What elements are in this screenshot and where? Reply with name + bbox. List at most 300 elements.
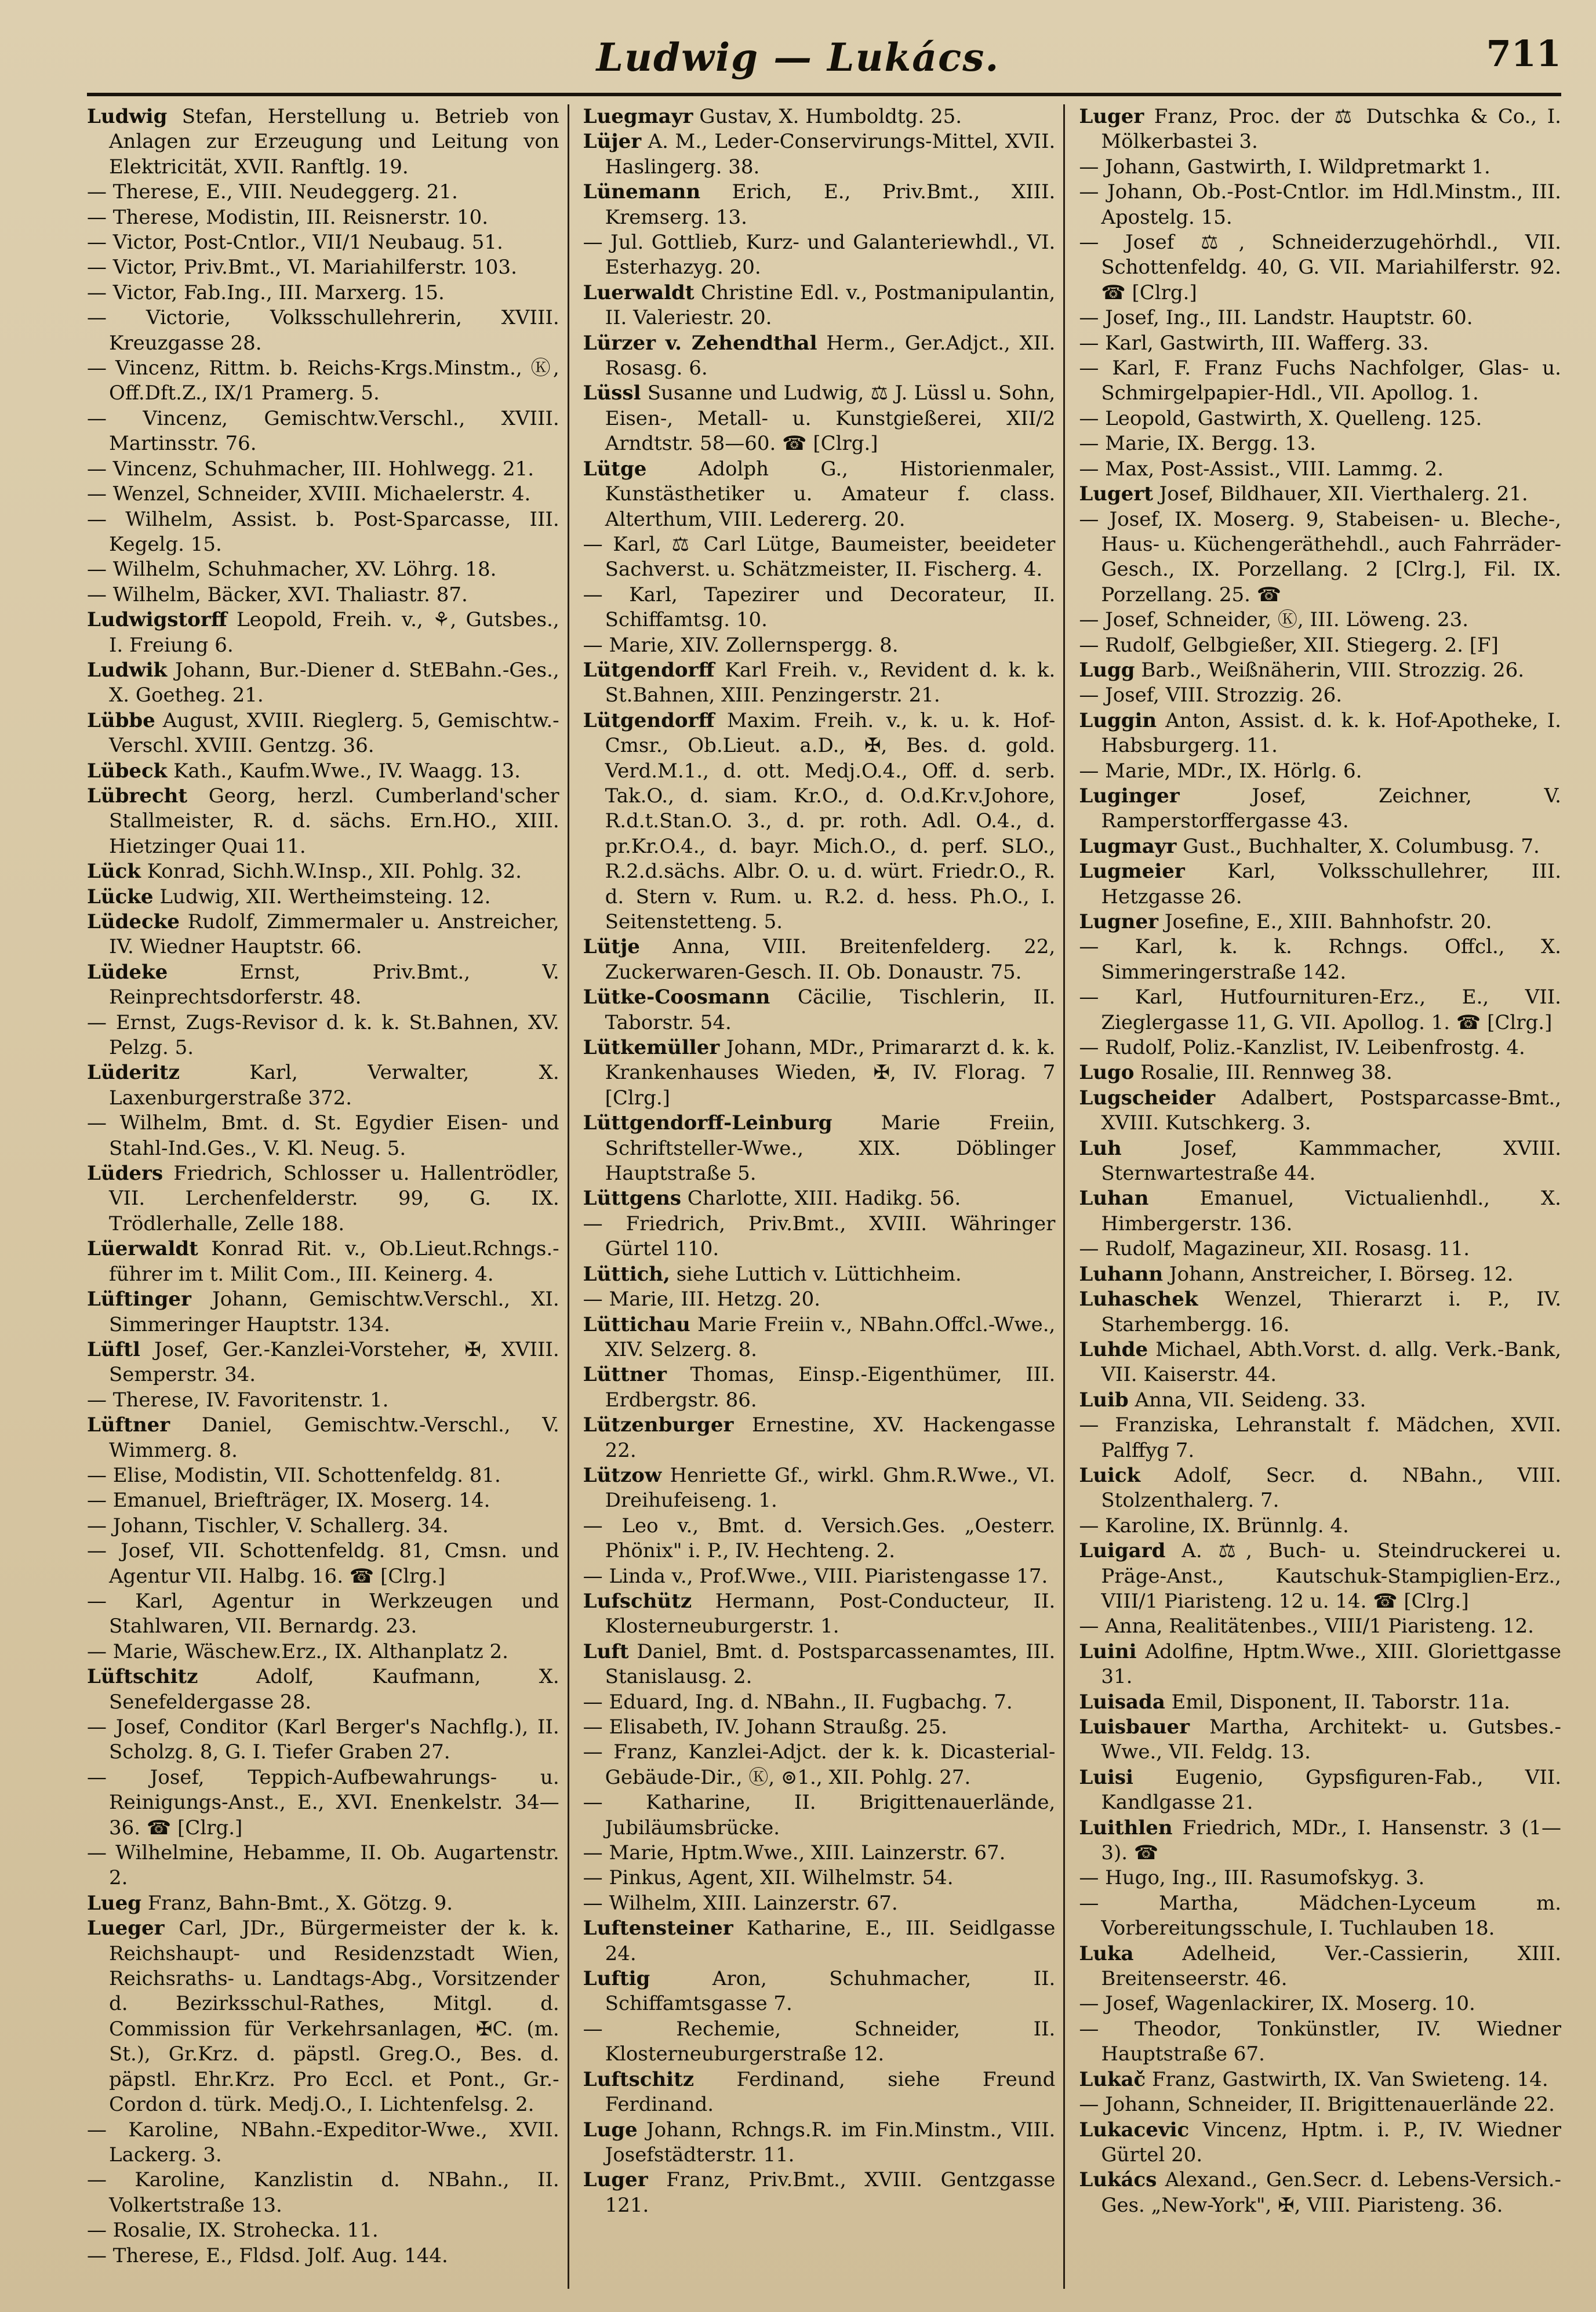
entry-text: — Ernst, Zugs-Revisor d. k. k. St.Bahnen, XV. Pelzg. 5. [87,1010,559,1060]
entry-text: — Marie, MDr., IX. Hörlg. 6. [1079,759,1362,783]
directory-entry [1079,1991,1561,2016]
directory-entry [87,1111,559,1161]
entry-text: Katharine, E., III. Seidlgasse 24. [605,1917,1056,1965]
entry-text: Georg, herzl. Cumberland'scher Stallmeister, R. d. sächs. Ern.HO., XIII. Hietzinger Quai 11. [109,784,559,858]
entry-text: Carl, JDr., Bürgermeister der k. k. Reichshaupt- und Residenzstadt Wien, Reichsraths- u. Landtags-Abg., Vorsitzender d. Bezirksschul-Rathes, Mitgl. d. Commission für Verkehrsanlagen, ✠C. (m. St.), Gr.Krz. d. päpstl. Greg.O., Bes. d. päpstl. Ehr.Krz. Pro Eccl. et Pont., Gr.-Cordon d. türk. Medj.O., I. Lichtenfelsg. 2. [109,1917,559,2117]
entry-surname: Lücke [87,885,154,908]
directory-entry [1079,2067,1561,2092]
entry-text: — Leo v., Bmt. d. Versich.Ges. „Oesterr. Phönix" i. P., IV. Hechteng. 2. [583,1514,1056,1563]
entry-surname: Luhann [1079,1262,1164,1286]
entry-text: Rudolf, Zimmermaler u. Anstreicher, IV. Wiedner Hauptstr. 66. [109,910,559,959]
directory-entry [583,457,1056,532]
entry-text: Franz, Bahn-Bmt., X. Götzg. 9. [147,1891,453,1915]
entry-text: Hermann, Post-Conducteur, II. Klosterneuburgerstr. 1. [605,1589,1056,1638]
directory-entry [583,1740,1056,1790]
directory-entry [87,1060,559,1111]
directory-entry [87,1891,559,1916]
entry-surname: Lüttich, [583,1262,670,1286]
directory-entry [1079,1413,1561,1463]
directory-entry [583,1589,1056,1640]
entry-text: — Linda v., Prof.Wwe., VIII. Piaristengasse 17. [583,1564,1048,1588]
directory-entry [87,230,559,255]
directory-entry [1079,1136,1561,1187]
entry-text: Josef, Zeichner, V. Ramperstorffergasse 43. [1101,784,1561,833]
directory-entry [1079,935,1561,985]
entry-text: — Karoline, NBahn.-Expeditor-Wwe., XVII. Lackerg. 3. [87,2118,559,2166]
entry-text: Johann, Anstreicher, I. Börseg. 12. [1169,1262,1514,1286]
directory-entry [87,180,559,205]
directory-entry [583,1866,1056,1891]
entry-text: — Victor, Priv.Bmt., VI. Mariahilferstr. 103. [87,256,517,279]
directory-entry [87,885,559,910]
directory-entry [583,230,1056,281]
directory-entry [1079,633,1561,658]
directory-entry [87,1413,559,1463]
directory-entry [1079,985,1561,1035]
entry-surname: Luisi [1079,1765,1133,1789]
entry-text: Emil, Disponent, II. Taborstr. 11a. [1171,1690,1510,1714]
directory-entry [1079,2017,1561,2067]
directory-entry [583,1916,1056,1966]
directory-entry [1079,1035,1561,1060]
entry-text: — Rosalie, IX. Strohecka. 11. [87,2219,379,2242]
entry-text: Anna, VIII. Breitenfelderg. 22, Zuckerwaren-Gesch. II. Ob. Donaustr. 75. [605,935,1056,984]
entry-surname: Lübbe [87,708,155,732]
entry-text: Michael, Abth.Vorst. d. allg. Verk.-Bank, VII. Kaiserstr. 44. [1101,1337,1561,1387]
directory-entry [583,1035,1056,1111]
directory-entry [87,1916,559,2117]
entry-text: Karl Freih. v., Revident d. k. k. St.Bahnen, XIII. Penzingerstr. 21. [605,658,1056,707]
entry-text: Karl, Volksschullehrer, III. Hetzgasse 26. [1101,860,1561,908]
entry-text: Susanne und Ludwig, ⚖ J. Lüssl u. Sohn, Eisen-, Metall- u. Kunstgießerei, XII/2 Arndtstr. 58—60. ☎ [Clrg.] [605,381,1056,456]
column-3 [1079,104,1561,2289]
directory-entry [87,1514,559,1539]
entry-surname: Lütgendorff [583,708,715,732]
entry-surname: Lütje [583,935,640,959]
entry-text: — Karoline, Kanzlistin d. NBahn., II. Volkertstraße 13. [87,2168,559,2217]
directory-entry [583,180,1056,230]
entry-text: — Rudolf, Magazineur, XII. Rosasg. 11. [1079,1237,1470,1261]
entry-text: Josef, Kammmacher, XVIII. Sternwartestraße 44. [1101,1136,1561,1186]
directory-entry [583,281,1056,331]
page-header [0,23,1596,87]
entry-text: — Katharine, II. Brigittenauerlände, Jubiläumsbrücke. [583,1791,1056,1840]
entry-surname: Lugo [1079,1061,1135,1085]
entry-text: Ludwig, XII. Wertheimsteing. 12. [159,885,491,908]
entry-surname: Lüttichau [583,1313,690,1336]
directory-entry [583,2067,1056,2118]
entry-text: — Jul. Gottlieb, Kurz- und Galanteriewhdl., VI. Esterhazyg. 20. [583,231,1056,279]
entry-text: — Wilhelm, Schuhmacher, XV. Löhrg. 18. [87,558,497,581]
directory-entry [1079,1614,1561,1639]
page-number: 711 [1486,32,1561,75]
directory-entry [583,1186,1056,1211]
entry-text: siehe Luttich v. Lüttichheim. [676,1262,962,1286]
directory-entry [583,985,1056,1035]
directory-entry [1079,1514,1561,1539]
entry-text: — Wilhelmine, Hebamme, II. Ob. Augartenstr. 2. [87,1841,559,1890]
entry-surname: Lugg [1079,658,1135,682]
directory-entry [1079,230,1561,306]
directory-entry [583,583,1056,633]
entry-surname: Lütkemüller [583,1036,720,1060]
directory-entry [583,658,1056,708]
directory-entry [87,708,559,759]
entry-surname: Ludwigstorff [87,608,227,632]
entry-surname: Luge [583,2118,638,2142]
entry-surname: Lüderitz [87,1061,180,1085]
entry-text: Konrad Rit. v., Ob.Lieut.Rchngs.-führer im t. Milit Com., III. Keinerg. 4. [109,1237,559,1286]
directory-entry [583,1715,1056,1740]
entry-text: — Karl, Tapezirer und Decorateur, II. Schiffamtsg. 10. [583,583,1056,632]
entry-surname: Lübeck [87,759,168,783]
directory-entry [1079,1816,1561,1866]
directory-entry [87,482,559,507]
entry-text: Adolf, Kaufmann, X. Senefeldergasse 28. [109,1665,559,1714]
entry-surname: Luerwaldt [583,281,695,304]
entry-surname: Lukacevic [1079,2118,1190,2142]
entry-surname: Lüttner [583,1363,667,1387]
entry-surname: Lüders [87,1162,163,1186]
directory-entry [87,2218,559,2243]
directory-entry [583,331,1056,381]
directory-entry [87,910,559,960]
directory-entry [87,1765,559,1841]
directory-columns [87,104,1561,2289]
directory-entry [87,583,559,608]
entry-surname: Luisada [1079,1690,1165,1714]
directory-entry [1079,1186,1561,1237]
entry-surname: Lufschütz [583,1589,692,1613]
entry-text: — Karl, Agentur in Werkzeugen und Stahlwaren, VII. Bernardg. 23. [87,1589,559,1638]
entry-text: Gustav, X. Humboldtg. 25. [699,105,962,128]
entry-text: — Elise, Modistin, VII. Schottenfeldg. 81. [87,1463,501,1487]
entry-surname: Luftig [583,1967,650,1991]
directory-entry [583,1564,1056,1589]
directory-entry [1079,104,1561,155]
directory-entry [87,457,559,482]
entry-text: — Johann, Gastwirth, I. Wildpretmarkt 1. [1079,155,1490,179]
entry-text: Friedrich, MDr., I. Hansenstr. 3 (1—3). ☎ [1101,1816,1561,1865]
directory-entry [87,406,559,457]
directory-entry [87,1589,559,1640]
entry-text: A. ⚖, Buch- u. Steindruckerei u. Präge-Anst., Kautschuk-Stampiglien-Erz., VIII/1 Piaristeng. 12 u. 14. ☎ [Clrg.] [1101,1539,1561,1613]
entry-text: — Anna, Realitätenbes., VIII/1 Piaristeng. 12. [1079,1615,1534,1638]
entry-text: Leopold, Freih. v., ⚘, Gutsbes., I. Freiung 6. [109,608,559,657]
entry-surname: Lück [87,860,141,884]
entry-text: — Karl, Hutfournituren-Erz., E., VII. Zieglergasse 11, G. VII. Apollog. 1. ☎ [Clrg.] [1079,986,1561,1034]
entry-text: — Josef, Teppich-Aufbewahrungs- u. Reinigungs-Anst., E., XVI. Enenkelstr. 34—36. ☎ [Clrg.] [87,1765,559,1840]
directory-entry [583,1690,1056,1715]
column-1 [87,104,569,2289]
directory-entry [1079,356,1561,406]
directory-entry [87,356,559,406]
entry-surname: Lünemann [583,180,701,204]
entry-text: — Victor, Fab.Ing., III. Marxerg. 15. [87,281,445,304]
entry-text: Vincenz, Hptm. i. P., IV. Wiedner Gürtel 20. [1101,2118,1561,2166]
directory-entry [87,608,559,658]
entry-surname: Lüerwaldt [87,1237,198,1261]
directory-entry [583,2118,1056,2168]
directory-entry [583,1514,1056,1564]
entry-text: Herm., Ger.Adjct., XII. Rosasg. 6. [605,331,1056,380]
directory-entry [1079,1388,1561,1413]
directory-entry [1079,1262,1561,1287]
entry-surname: Luh [1079,1136,1122,1160]
entry-text: — Emanuel, Briefträger, IX. Moserg. 14. [87,1489,490,1513]
entry-surname: Luib [1079,1388,1129,1412]
entry-text: Franz, Priv.Bmt., XVIII. Gentzgasse 121. [605,2168,1056,2217]
entry-surname: Lützow [583,1463,662,1487]
directory-entry [1079,482,1561,507]
entry-surname: Luger [1079,105,1144,128]
entry-text: August, XVIII. Rieglerg. 5, Gemischtw.-Verschl. XVIII. Gentzg. 36. [109,708,559,758]
entry-surname: Luegmayr [583,105,693,128]
entry-surname: Luft [583,1640,629,1663]
directory-entry [87,784,559,859]
entry-text: — Wilhelm, Bmt. d. St. Egydier Eisen- und Stahl-Ind.Ges., V. Kl. Neug. 5. [87,1111,559,1160]
entry-surname: Luftensteiner [583,1917,733,1940]
directory-entry [1079,1463,1561,1514]
entry-surname: Lüssl [583,381,641,405]
entry-text: Adolfine, Hptm.Wwe., XIII. Gloriettgasse 31. [1101,1640,1561,1689]
entry-text: Ernestine, XV. Hackengasse 22. [605,1413,1056,1462]
directory-entry [583,2017,1056,2067]
entry-text: — Karl, F. Franz Fuchs Nachfolger, Glas- u. Schmirgelpapier-Hdl., VII. Apollog. 1. [1079,357,1561,405]
header-rule [87,93,1561,96]
directory-entry [1079,180,1561,230]
directory-entry [87,255,559,280]
directory-entry [87,306,559,356]
entry-text: Daniel, Gemischtw.-Verschl., V. Wimmerg. 8. [109,1413,559,1462]
directory-entry [583,1891,1056,1916]
directory-entry [1079,910,1561,935]
entry-surname: Lütge [583,457,647,481]
entry-surname: Lugmayr [1079,834,1177,858]
entry-text: Johann, Rchngs.R. im Fin.Minstm., VIII. Josefstädterstr. 11. [605,2118,1056,2166]
entry-surname: Lübrecht [87,784,188,808]
entry-text: Friedrich, Schlosser u. Hallentrödler, VII. Lerchenfelderstr. 99, G. IX. Trödlerhalle, Zelle 188. [109,1162,559,1235]
entry-text: — Johann, Schneider, II. Brigittenauerlände 22. [1079,2093,1555,2117]
entry-text: — Theodor, Tonkünstler, IV. Wiedner Hauptstraße 67. [1079,2017,1561,2066]
directory-entry [87,658,559,708]
directory-entry [87,205,559,230]
entry-surname: Lüjer [583,130,642,154]
directory-entry [583,381,1056,456]
entry-text: — Josef, Conditor (Karl Berger's Nachflg.), II. Scholzg. 8, G. I. Tiefer Graben 27. [87,1715,559,1764]
entry-text: Johann, MDr., Primararzt d. k. k. Krankenhauses Wieden, ✠, IV. Florag. 7 [Clrg.] [605,1036,1056,1110]
entry-text: Marie Freiin, Schriftsteller-Wwe., XIX. Döblinger Hauptstraße 5. [605,1111,1056,1186]
entry-text: Josef, Ger.-Kanzlei-Vorsteher, ✠, XVIII. Semperstr. 34. [109,1337,559,1387]
entry-text: Wenzel, Thierarzt i. P., IV. Starhembergg. 16. [1101,1288,1561,1336]
entry-text: — Karl, ⚖ Carl Lütge, Baumeister, beeideter Sachverst. u. Schätzmeister, II. Fischerg. 4. [583,532,1056,581]
directory-entry [1079,1086,1561,1136]
entry-surname: Luigard [1079,1539,1166,1563]
entry-text: — Karl, k. k. Rchngs. Offcl., X. Simmeringerstraße 142. [1079,935,1561,984]
directory-entry [1079,1287,1561,1337]
entry-text: Anna, VII. Seideng. 33. [1135,1388,1366,1412]
entry-text: — Johann, Tischler, V. Schallerg. 34. [87,1514,449,1537]
entry-text: — Rudolf, Gelbgießer, XII. Stiegerg. 2. [F] [1079,633,1499,657]
directory-entry [1079,1237,1561,1262]
directory-entry [583,1111,1056,1186]
entry-text: — Vincenz, Rittm. b. Reichs-Krgs.Minstm., Ⓚ, Off.Dft.Z., IX/1 Pramerg. 5. [87,357,559,405]
directory-entry [583,1262,1056,1287]
directory-entry [1079,1866,1561,1891]
directory-entry [583,2168,1056,2218]
entry-text: — Vincenz, Schuhmacher, III. Hohlwegg. 21. [87,457,535,481]
directory-entry [1079,2092,1561,2117]
entry-surname: Ludwik [87,658,168,682]
entry-text: Christine Edl. v., Postmanipulantin, II. Valeriestr. 20. [605,281,1056,330]
entry-text: Aron, Schuhmacher, II. Schiffamtsgasse 7. [605,1967,1056,2016]
directory-entry [1079,608,1561,632]
entry-text: — Rechemie, Schneider, II. Klosterneuburgerstraße 12. [583,2017,1056,2066]
entry-surname: Lugert [1079,482,1153,506]
directory-entry [583,1362,1056,1413]
entry-text: — Vincenz, Gemischtw.Verschl., XVIII. Martinsstr. 76. [87,406,559,456]
entry-text: Martha, Architekt- u. Gutsbes.-Wwe., VII. Feldg. 13. [1101,1715,1561,1764]
entry-text: — Eduard, Ing. d. NBahn., II. Fugbachg. 7. [583,1690,1013,1714]
entry-text: — Marie, XIV. Zollernspergg. 8. [583,633,899,657]
entry-surname: Luini [1079,1640,1137,1663]
entry-text: Emanuel, Victualienhdl., X. Himbergerstr. 136. [1101,1187,1561,1235]
entry-surname: Lüttgens [583,1187,681,1210]
entry-text: Gust., Buchhalter, X. Columbusg. 7. [1183,834,1540,858]
entry-text: Adelheid, Ver.-Cassierin, XIII. Breitenseerstr. 46. [1101,1942,1561,1991]
entry-text: — Therese, E., Fldsd. Jolf. Aug. 144. [87,2244,448,2267]
directory-entry [1079,306,1561,330]
directory-entry [87,557,559,582]
directory-entry [1079,1765,1561,1816]
entry-surname: Lüttgendorff-Leinburg [583,1111,832,1135]
entry-surname: Lugscheider [1079,1086,1216,1110]
directory-entry [583,129,1056,180]
directory-entry [1079,406,1561,431]
entry-text: — Hugo, Ing., III. Rasumofskyg. 3. [1079,1866,1425,1890]
entry-text: Johann, Bur.-Diener d. StEBahn.-Ges., X. Goetheg. 21. [109,658,559,707]
directory-entry [87,1010,559,1061]
entry-surname: Luginger [1079,784,1180,808]
entry-surname: Lüdeke [87,960,168,984]
entry-text: — Elisabeth, IV. Johann Straußg. 25. [583,1715,947,1739]
entry-text: — Victor, Post-Cntlor., VII/1 Neubaug. 51. [87,231,503,255]
directory-entry [87,759,559,784]
directory-entry [87,1841,559,1891]
entry-surname: Lukač [1079,2067,1146,2091]
directory-entry [87,960,559,1010]
directory-entry [583,1640,1056,1690]
directory-entry [583,1966,1056,2017]
entry-text: Alexand., Gen.Secr. d. Lebens-Versich.-Ges. „New-York", ✠, VIII. Piaristeng. 36. [1101,2168,1561,2217]
entry-text: Henriette Gf., wirkl. Ghm.R.Wwe., VI. Dreihufeiseng. 1. [605,1463,1056,1513]
directory-entry [87,1388,559,1413]
directory-entry [1079,683,1561,708]
entry-text: Daniel, Bmt. d. Postsparcassenamtes, III. Stanislausg. 2. [605,1640,1056,1689]
directory-entry [1079,1891,1561,1942]
directory-entry [583,1790,1056,1841]
entry-surname: Luick [1079,1463,1141,1487]
directory-entry [1079,1690,1561,1715]
entry-surname: Luhan [1079,1187,1149,1210]
running-title: Ludwig — Lukács. [596,35,1000,80]
entry-text: A. M., Leder-Conservirungs-Mittel, XVII. Haslingerg. 38. [605,130,1056,179]
entry-text: — Franziska, Lehranstalt f. Mädchen, XVII. Palffyg 7. [1079,1413,1561,1462]
directory-entry [87,1237,559,1287]
directory-entry [1079,2118,1561,2168]
entry-text: — Marie, IX. Bergg. 13. [1079,432,1316,456]
directory-entry [87,1337,559,1388]
entry-text: — Victorie, Volksschullehrerin, XVIII. Kreuzgasse 28. [87,306,559,355]
entry-text: Ferdinand, siehe Freund Ferdinand. [605,2067,1056,2117]
directory-entry [1079,1640,1561,1690]
entry-surname: Lukács [1079,2168,1157,2192]
entry-text: — Josef, Schneider, Ⓚ, III. Löweng. 23. [1079,608,1469,632]
entry-text: — Marie, Hptm.Wwe., XIII. Lainzerstr. 67. [583,1841,1006,1865]
entry-text: Anton, Assist. d. k. k. Hof-Apotheke, I. Habsburgerg. 11. [1101,708,1561,758]
directory-entry [1079,507,1561,608]
entry-text: — Rudolf, Poliz.-Kanzlist, IV. Leibenfrostg. 4. [1079,1036,1525,1060]
entry-surname: Luggin [1079,708,1157,732]
entry-text: — Max, Post-Assist., VIII. Lammg. 2. [1079,457,1444,481]
entry-surname: Lugmeier [1079,860,1185,884]
entry-text: — Karl, Gastwirth, III. Wafferg. 33. [1079,331,1429,355]
directory-entry [87,1664,559,1715]
entry-surname: Lüftschitz [87,1665,198,1689]
entry-text: — Johann, Ob.-Post-Cntlor. im Hdl.Minstm., III. Apostelg. 15. [1079,180,1561,229]
entry-text: — Wilhelm, XIII. Lainzerstr. 67. [583,1891,898,1915]
entry-surname: Lürzer v. Zehendthal [583,331,817,355]
entry-text: Adolf, Secr. d. NBahn., VIII. Stolzenthalerg. 7. [1101,1463,1561,1513]
entry-text: — Karoline, IX. Brünnlg. 4. [1079,1514,1349,1537]
entry-surname: Luger [583,2168,648,2192]
entry-text: — Josef, IX. Moserg. 9, Stabeisen- u. Bleche-, Haus- u. Küchengeräthehdl., auch Fahrräder-Gesch., IX. Porzellang. 2 [Clrg.], Fil. IX. Porzellang. 25. ☎ [1079,507,1561,606]
entry-text: Franz, Gastwirth, IX. Van Swieteng. 14. [1152,2067,1548,2091]
directory-entry [1079,859,1561,910]
directory-entry [583,532,1056,583]
entry-text: Eugenio, Gypsfiguren-Fab., VII. Kandlgasse 21. [1101,1765,1561,1815]
entry-text: — Josef, VIII. Strozzig. 26. [1079,684,1343,707]
entry-text: — Therese, IV. Favoritenstr. 1. [87,1388,389,1412]
entry-surname: Lüftl [87,1337,140,1361]
directory-entry [1079,759,1561,784]
directory-entry [583,1413,1056,1463]
entry-surname: Lüftinger [87,1288,191,1311]
directory-entry [1079,431,1561,456]
entry-surname: Lüdecke [87,910,180,933]
entry-text: — Pinkus, Agent, XII. Wilhelmstr. 54. [583,1866,954,1890]
entry-text: Josefine, E., XIII. Bahnhofstr. 20. [1164,910,1492,933]
directory-entry [1079,1942,1561,1992]
entry-surname: Luisbauer [1079,1715,1190,1739]
directory-entry [1079,784,1561,834]
directory-entry [1079,1715,1561,1765]
entry-text: — Martha, Mädchen-Lyceum m. Vorbereitungsschule, I. Tuchlauben 18. [1079,1891,1561,1940]
directory-entry [87,1488,559,1513]
directory-entry [1079,457,1561,482]
entry-surname: Lütgendorff [583,658,715,682]
entry-text: Karl, Verwalter, X. Laxenburgerstraße 372. [109,1061,559,1110]
entry-text: — Wilhelm, Bäcker, XVI. Thaliastr. 87. [87,583,468,606]
entry-text: Marie Freiin v., NBahn.Offcl.-Wwe., XIV. Selzerg. 8. [605,1313,1056,1361]
directory-entry [1079,708,1561,759]
directory-entry [87,2244,559,2269]
directory-entry [87,1539,559,1589]
directory-entry [583,935,1056,985]
entry-text: — Franz, Kanzlei-Adjct. der k. k. Dicasterial-Gebäude-Dir., Ⓚ, ⊚1., XII. Pohlg. 27. [583,1740,1056,1789]
directory-entry [1079,1539,1561,1614]
entry-text: Franz, Proc. der ⚖ Dutschka & Co., I. Mölkerbastei 3. [1101,105,1561,154]
